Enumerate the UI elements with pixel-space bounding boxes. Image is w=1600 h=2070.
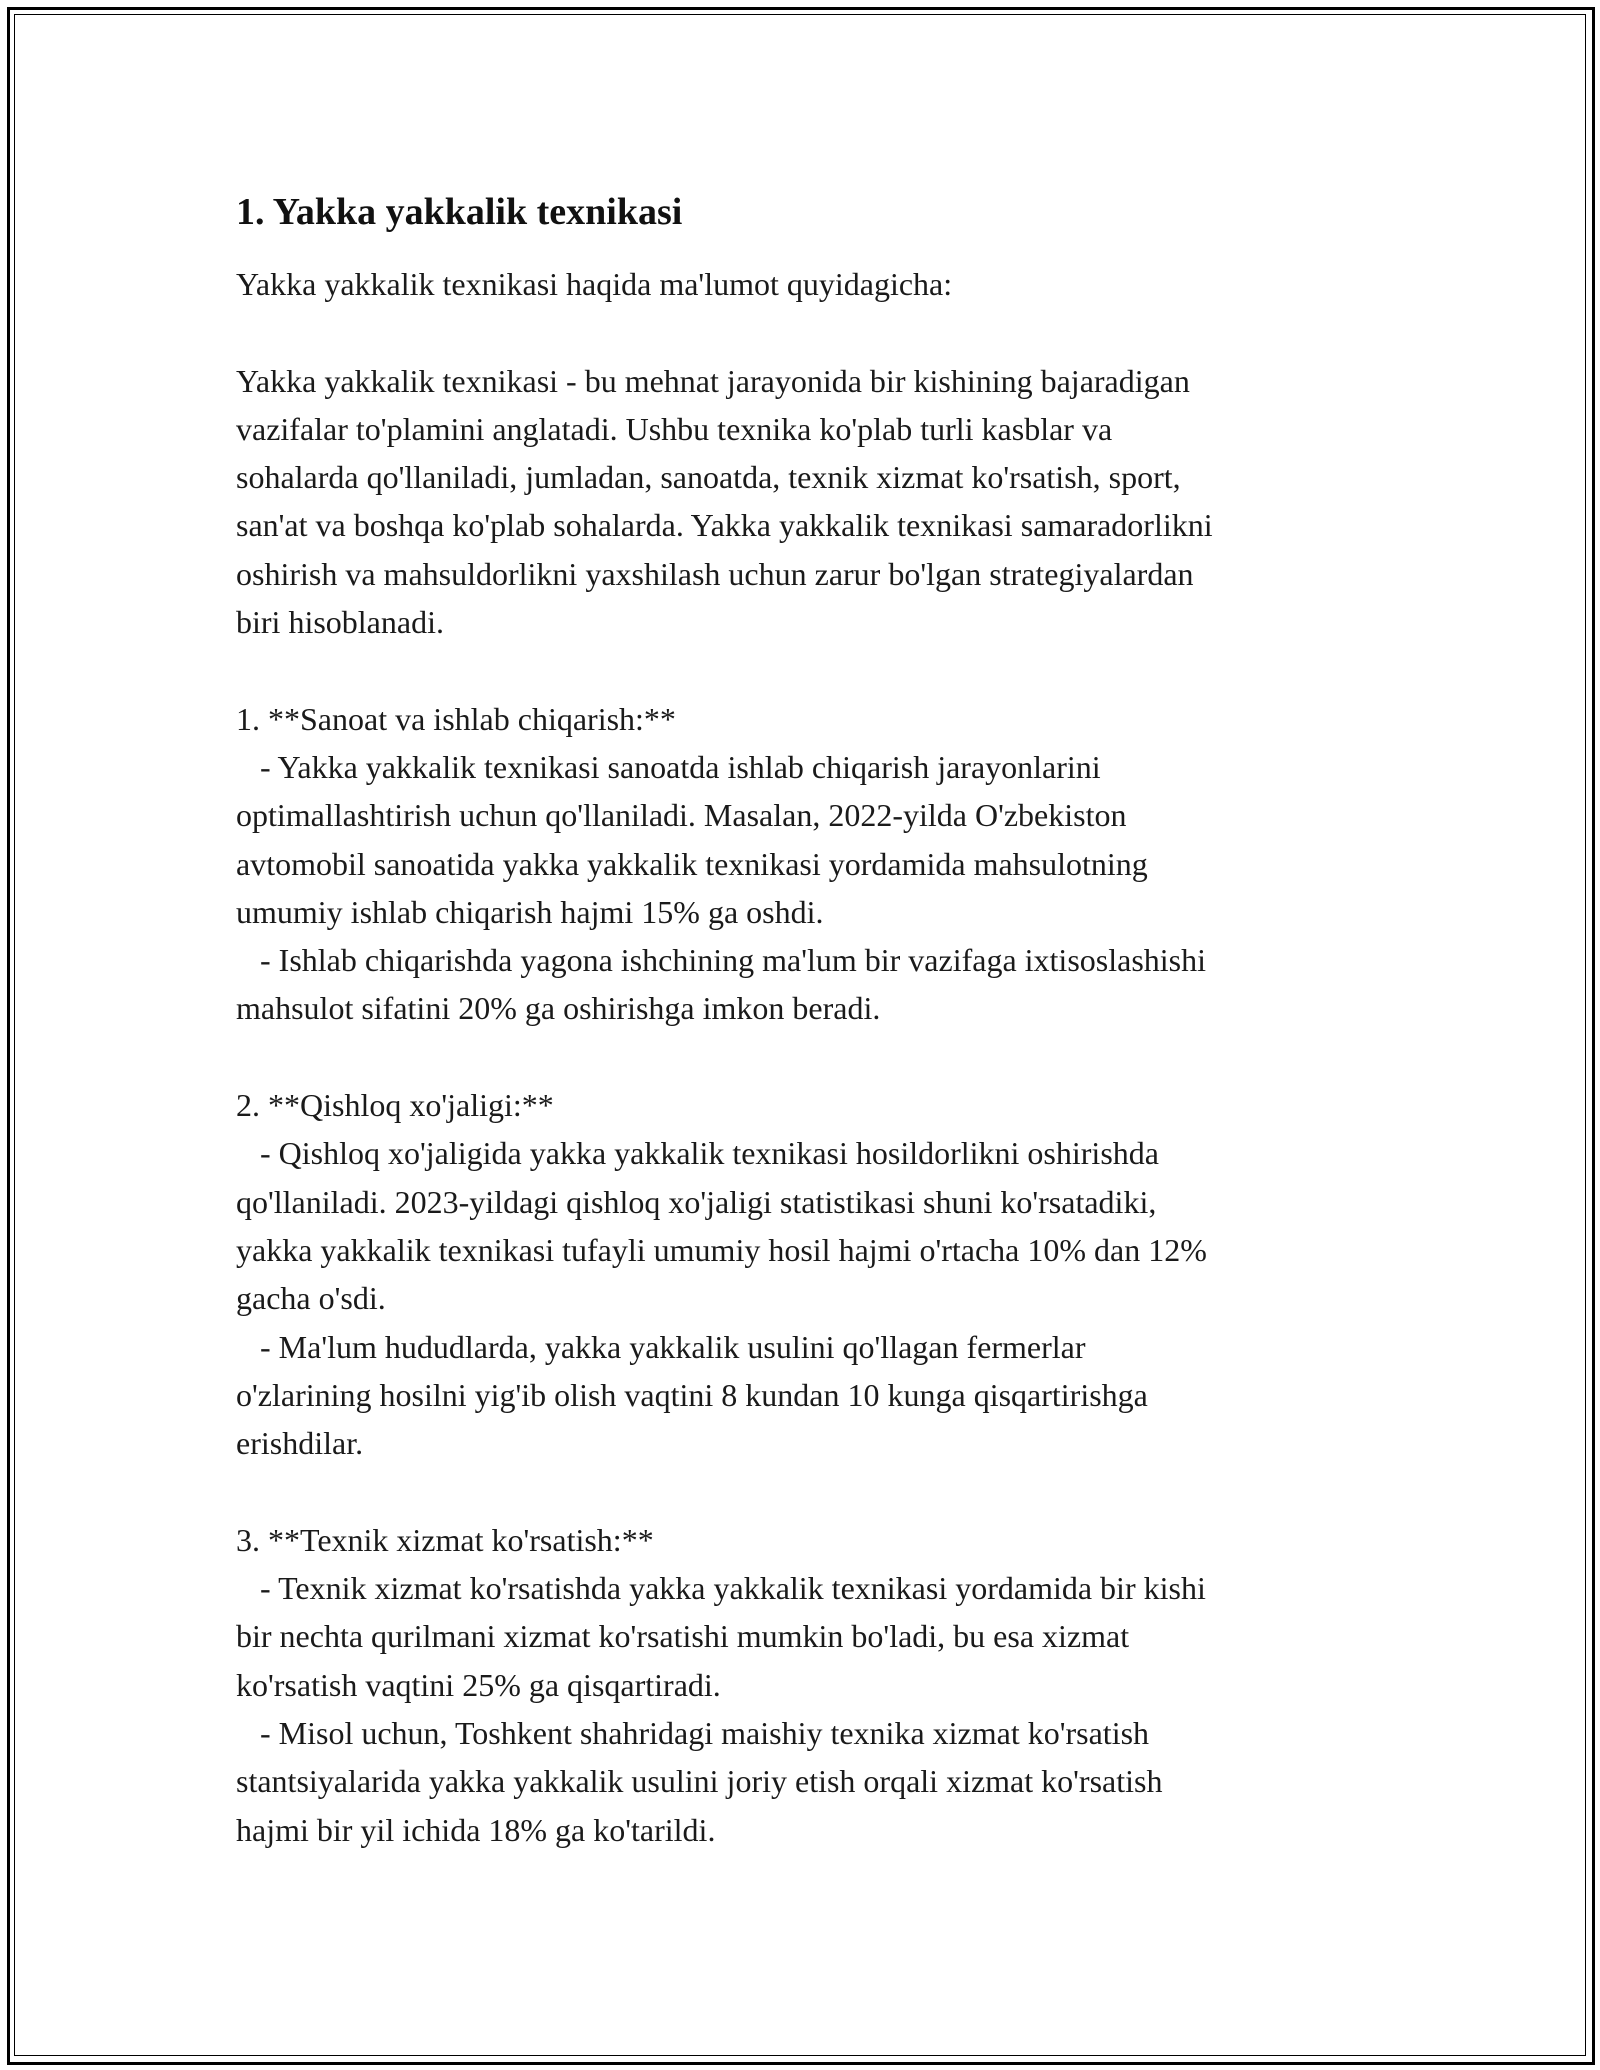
document-title: 1. Yakka yakkalik texnikasi [236,191,683,233]
document-content [236,188,1386,1854]
document-body: Yakka yakkalik texnikasi haqida ma'lumot quyidagicha: Yakka yakkalik texnikasi - bu mehnat jarayonida bir kishining bajaradigan vazifalar to'plamini anglatadi. Ushbu texnika ko'plab turli kasblar va sohalarda qo'llaniladi, jumladan, sanoatda, texnik xizmat ko'rsatish, sport, san'at va boshqa ko'plab sohalarda. Yakka yakkalik texnikasi samaradorlikni oshirish va mahsuldorlikni yaxshilash uchun zarur bo'lgan strategiyalardan biri hisoblanadi. 1. **Sanoat va ishlab chiqarish:** - Yakka yakkalik texnikasi sanoatda ishlab chiqarish jarayonlarini optimallashtirish uchun qo'llaniladi. Masalan, 2022-yilda O'zbekiston avtomobil sanoatida yakka yakkalik texnikasi yordamida mahsulotning umumiy ishlab chiqarish hajmi 15% ga oshdi. - Ishlab chiqarishda yagona ishchining ma'lum bir vazifaga ixtisoslashishi mahsulot sifatini 20% ga oshirishga imkon beradi. 2. **Qishloq xo'jaligi:** - Qishloq xo'jaligida yakka yakkalik texnikasi hosildorlikni oshirishda qo'llaniladi. 2023-yildagi qishloq xo'jaligi statistikasi shuni ko'rsatadiki, yakka yakkalik texnikasi tufayli umumiy hosil hajmi o'rtacha 10% dan 12% gacha o'sdi. - Ma'lum hududlarda, yakka yakkalik usulini qo'llagan fermerlar o'zlarining hosilni yig'ib olish vaqtini 8 kundan 10 kunga qisqartirishga erishdilar. 3. **Texnik xizmat ko'rsatish:** - Texnik xizmat ko'rsatishda yakka yakkalik texnikasi yordamida bir kishi bir nechta qurilmani xizmat ko'rsatishi mumkin bo'ladi, bu esa xizmat ko'rsatish vaqtini 25% ga qisqartiradi. - Misol uchun, Toshkent shahridagi maishiy texnika xizmat ko'rsatish stantsiyalarida yakka yakkalik usulini joriy etish orqali xizmat ko'rsatish hajmi bir yil ichida 18% ga ko'tarildi. [236,266,1213,1848]
